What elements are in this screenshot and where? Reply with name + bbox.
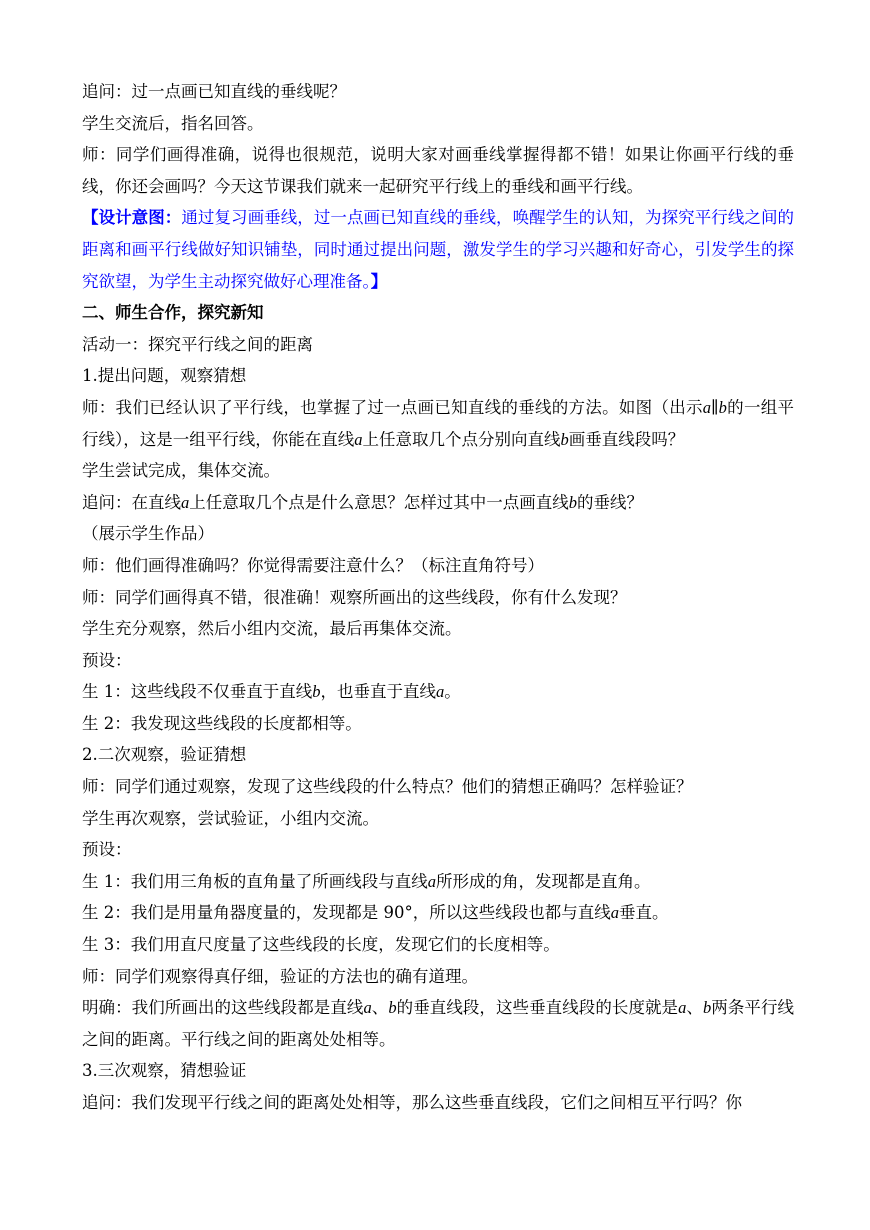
- paragraph-result-3: 生 3：我们用直尺度量了这些线段的长度，发现它们的长度相等。: [82, 935, 560, 955]
- var-a: a: [427, 871, 436, 891]
- paragraph-result-1: 生 1：我们用三角板的直角量了所画线段与直线a所形成的角，发现都是直角。: [82, 871, 651, 891]
- paragraph-teacher-praise: 师：同学们观察得真仔细，验证的方法也的确有道理。: [82, 966, 478, 986]
- document-page: [82, 76, 794, 1119]
- step-title-1: 1.提出问题，观察猜想: [82, 366, 247, 386]
- var-b: b: [718, 397, 727, 417]
- paragraph-followup-question: 追问：过一点画已知直线的垂线呢？: [82, 82, 346, 101]
- paragraph-student-answer: 学生交流后，指名回答。: [82, 113, 264, 133]
- design-open-bracket: 【: [82, 208, 99, 228]
- paragraph-preset: 预设：: [82, 650, 132, 670]
- design-intent-note: [82, 202, 794, 297]
- paragraph-preset: 预设：: [82, 840, 132, 860]
- var-a: a: [436, 682, 445, 702]
- paragraph-clarify: 明确：我们所画出的这些线段都是直线a、b的垂直线段，这些垂直线段的长度就是a、b两条平行线之间的距离。平行线之间的距离处处相等。: [82, 998, 795, 1049]
- var-b: b: [388, 998, 397, 1018]
- design-intent-label: 设计意图：: [98, 208, 182, 228]
- paragraph-student-observe: 学生充分观察，然后小组内交流，最后再集体交流。: [82, 619, 462, 639]
- paragraph-teacher-verify: 师：同学们通过观察，发现了这些线段的什么特点？他们的猜想正确吗？怎样验证？: [82, 777, 693, 797]
- var-b: b: [568, 492, 577, 512]
- var-a: a: [610, 903, 619, 923]
- paragraph-result-2: 生 2：我们是用量角器度量的，发现都是 90°，所以这些线段也都与直线a垂直。: [82, 903, 669, 923]
- paragraph-student-1: 生 1：这些线段不仅垂直于直线b，也垂直于直线a。: [82, 682, 461, 702]
- step-title-2: 2.二次观察，验证猜想: [82, 745, 247, 765]
- paragraph-student-verify: 学生再次观察，尝试验证，小组内交流。: [82, 808, 379, 828]
- var-a: a: [363, 998, 372, 1018]
- paragraph-teacher-parallel: 师：我们已经认识了平行线，也掌握了过一点画已知直线的垂线的方法。如图（出示a∥b的一组平行线），这是一组平行线，你能在直线a上任意取几个点分别向直线b画垂直线段吗？: [82, 397, 795, 449]
- activity-title: 活动一：探究平行线之间的距离: [82, 334, 313, 354]
- paragraph-student-2: 生 2：我发现这些线段的长度都相等。: [82, 713, 362, 733]
- paragraph-teacher-intro: 师：同学们画得准确，说得也很规范，说明大家对画垂线掌握得都不错！如果让你画平行线的垂线，你还会画吗？今天这节课我们就来一起研究平行线上的垂线和画平行线。: [82, 145, 794, 196]
- paragraph-student-try: 学生尝试完成，集体交流。: [82, 461, 280, 481]
- var-b: b: [312, 682, 321, 702]
- var-a: a: [702, 397, 712, 417]
- paragraph-teacher-observe: 师：同学们画得真不错，很准确！观察所画出的这些线段，你有什么发现？: [82, 587, 627, 607]
- var-a: a: [181, 492, 190, 512]
- var-b: b: [703, 998, 712, 1018]
- parallel-symbol: ∥: [711, 397, 719, 417]
- var-a: a: [354, 429, 363, 449]
- design-close-bracket: 】: [370, 271, 388, 291]
- var-b: b: [560, 429, 569, 449]
- paragraph-followup-meaning: 追问：在直线a上任意取几个点是什么意思？怎样过其中一点画直线b的垂线？: [82, 492, 643, 512]
- paragraph-show-works: （展示学生作品）: [82, 524, 214, 544]
- design-intent-body: 通过复习画垂线，过一点画已知直线的垂线，唤醒学生的认知，为探究平行线之间的距离和画平行线做好知识铺垫，同时通过提出问题，激发学生的学习兴趣和好奇心，引发学生的探究欲望，为学生主动探究做好心理准备。: [82, 208, 795, 291]
- paragraph-followup-parallel: 追问：我们发现平行线之间的距离处处相等，那么这些垂直线段，它们之间相互平行吗？你: [82, 1093, 742, 1112]
- paragraph-teacher-accuracy: 师：他们画得准确吗？你觉得需要注意什么？（标注直角符号）: [82, 555, 544, 575]
- var-a: a: [678, 998, 687, 1018]
- section-heading: 二、师生合作，探究新知: [82, 303, 264, 323]
- step-title-3: 3.三次观察，猜想验证: [82, 1061, 247, 1081]
